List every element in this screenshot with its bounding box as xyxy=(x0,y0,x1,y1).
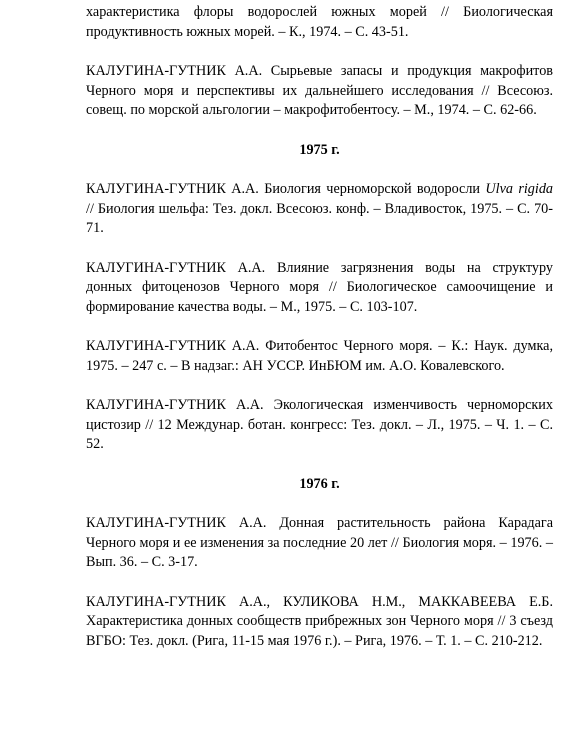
bibliography-entry: КАЛУГИНА-ГУТНИК А.А. Влияние загрязнения воды на структуру донных фитоценозов Черного моря // Биологическое самоочищение и формирование качества воды. – М., 1975. – С. 103-107. xyxy=(86,259,553,315)
entry-spacer xyxy=(86,42,553,62)
species-name: Ulva rigida xyxy=(485,181,554,197)
bibliography-entry: КАЛУГИНА-ГУТНИК А.А. Экологическая изменчивость черноморских цистозир // 12 Междунар. ботан. конгресс: Тез. докл. – Л., 1975. – Ч. 1. – С. 52. xyxy=(86,397,553,452)
entry-text-after: // Биология шельфа: Тез. докл. Всесоюз. конф. – Владивосток, 1975. – С. 70-71. xyxy=(86,200,553,236)
entry-spacer xyxy=(86,455,553,475)
entry-spacer xyxy=(86,160,553,180)
entry-spacer xyxy=(86,494,553,514)
bibliography-entry: КАЛУГИНА-ГУТНИК А.А. Сырьевые запасы и продукция макрофитов Черного моря и перспективы их дальнейшего исследования // Всесоюз. совещ. по морской альгологии – макрофитобентосу. – М., 1974. – С. 62-66. xyxy=(86,63,553,118)
year-heading: 1975 г. xyxy=(299,141,340,158)
entry-spacer xyxy=(86,376,553,396)
bibliography-entry: КАЛУГИНА-ГУТНИК А.А. Донная растительность района Карадага Черного моря и ее изменения за последние 20 лет // Биология моря. – 1976. – Вып. 36. – С. 3-17. xyxy=(86,515,553,570)
entry-spacer xyxy=(86,317,553,337)
entry-spacer xyxy=(86,239,553,259)
entry-spacer xyxy=(86,121,553,141)
bibliography-entry: КАЛУГИНА-ГУТНИК А.А. Фитобентос Черного моря. – К.: Наук. думка, 1975. – 247 с. – В надзаг.: АН УССР. ИнБЮМ им. А.О. Ковалевского. xyxy=(86,338,553,374)
entry-spacer xyxy=(86,573,553,593)
bibliography-entry: КАЛУГИНА-ГУТНИК А.А., КУЛИКОВА Н.М., МАККАВЕЕВА Е.Б. Характеристика донных сообществ прибрежных зон Черного моря // 3 съезд ВГБО: Тез. докл. (Рига, 11-15 мая 1976 г.). – Рига, 1976. – Т. 1. – С. 210-212. xyxy=(86,593,553,649)
bibliography-entry: характеристика флоры водорослей южных морей // Биологическая продуктивность южных морей. – К., 1974. – С. 43-51. xyxy=(86,4,553,40)
bibliography-entry xyxy=(86,180,553,239)
entry-text-before: КАЛУГИНА-ГУТНИК А.А. Биология черноморской водоросли xyxy=(86,181,486,197)
year-heading: 1976 г. xyxy=(299,475,340,492)
bibliography-page xyxy=(86,3,553,651)
